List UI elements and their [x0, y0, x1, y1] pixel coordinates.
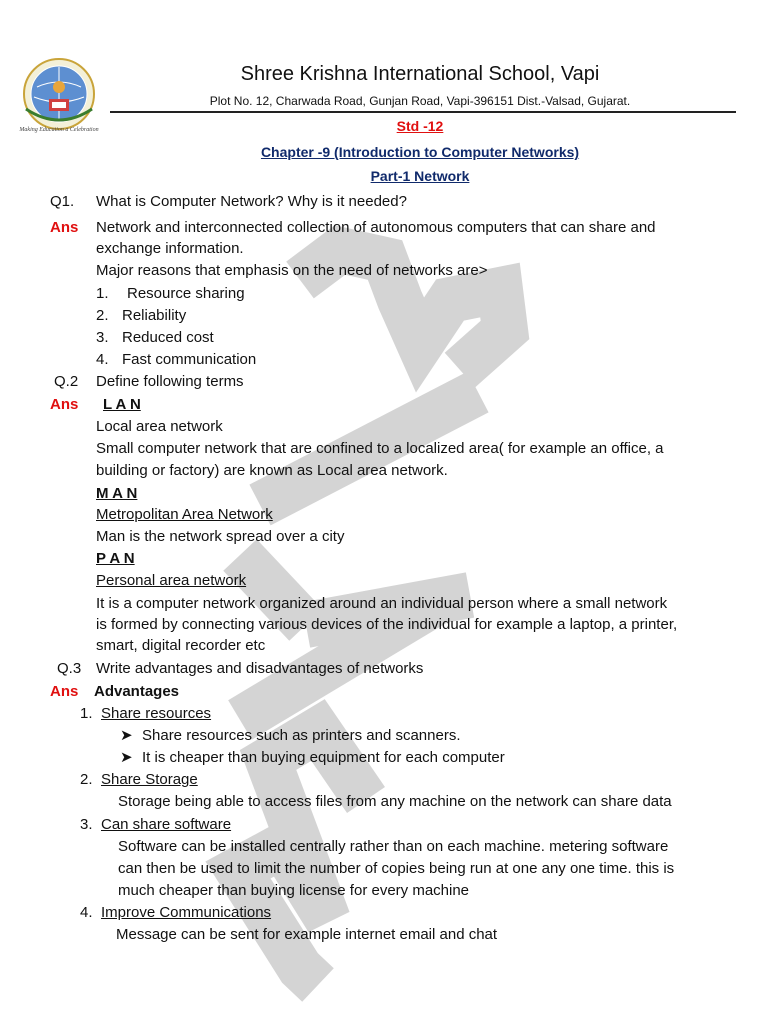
advantage-title: Share Storage — [101, 771, 198, 788]
bullet-arrow-icon: ➤ — [120, 727, 133, 744]
lan-definition-line: Small computer network that are confined to a localized area( for example an office, a — [96, 440, 664, 457]
bullet-text: Share resources such as printers and scanners. — [142, 727, 461, 744]
school-name: Shree Krishna International School, Vapi — [240, 63, 600, 85]
advantage-number: 1. — [80, 705, 93, 722]
q2-ans-label: Ans — [50, 396, 79, 413]
advantage-title: Share resources — [101, 705, 212, 722]
reason-text: Reliability — [122, 307, 187, 324]
reason-text: Reduced cost — [122, 329, 214, 346]
school-address: Plot No. 12, Charwada Road, Gunjan Road, Vapi-396151 Dist.-Valsad, Gujarat. — [209, 94, 631, 108]
q3-number: Q.3 — [57, 660, 82, 677]
reason-text: Resource sharing — [127, 285, 245, 302]
pan-title: P A N — [96, 550, 135, 567]
part-heading: Part-1 Network — [370, 168, 470, 184]
advantage-number: 3. — [80, 816, 93, 833]
lan-title: L A N — [103, 396, 141, 413]
advantage-text-line: much cheaper than buying license for every machine — [118, 882, 470, 899]
bullet-text: It is cheaper than buying equipment for each computer — [142, 749, 505, 766]
std-heading: Std -12 — [396, 118, 444, 134]
q1-answer-line: exchange information. — [96, 240, 244, 257]
reason-number: 2. — [96, 307, 109, 324]
lan-definition-line: building or factory) are known as Local area network. — [96, 462, 448, 479]
q1-question: What is Computer Network? Why is it needed? — [96, 193, 407, 210]
header-rule — [110, 111, 736, 113]
q2-number: Q.2 — [54, 373, 79, 390]
q1-number: Q1. — [50, 193, 75, 210]
q1-ans-label: Ans — [50, 219, 79, 236]
reason-number: 4. — [96, 351, 109, 368]
advantage-text-line: can then be used to limit the number of copies being run at one any one time. this is — [118, 860, 675, 877]
reason-text: Fast communication — [122, 351, 257, 368]
man-title: M A N — [96, 485, 138, 502]
advantage-number: 2. — [80, 771, 93, 788]
reason-number: 3. — [96, 329, 109, 346]
q3-ans-label: Ans — [50, 683, 79, 700]
pan-definition-line: It is a computer network organized around an individual person where a small network — [96, 595, 668, 612]
q1-answer-line: Major reasons that emphasis on the need of networks are> — [96, 262, 488, 279]
advantage-title: Can share software — [101, 816, 232, 833]
lan-subtitle: Local area network — [96, 418, 223, 435]
advantages-label: Advantages — [94, 683, 180, 700]
advantage-number: 4. — [80, 904, 93, 921]
advantage-text-line: Software can be installed centrally rather than on each machine. metering software — [118, 838, 669, 855]
reason-number: 1. — [96, 285, 109, 302]
pan-definition-line: is formed by connecting various devices of the individual for example a laptop, a printer, — [96, 616, 678, 633]
logo-caption: Making Education a Celebration — [19, 127, 99, 133]
bullet-arrow-icon: ➤ — [120, 749, 133, 766]
advantage-text: Message can be sent for example internet email and chat — [116, 926, 498, 943]
advantage-text: Storage being able to access files from any machine on the network can share data — [118, 793, 672, 810]
q1-answer-line: Network and interconnected collection of autonomous computers that can share and — [96, 219, 656, 236]
q3-question: Write advantages and disadvantages of networks — [96, 660, 424, 677]
man-definition: Man is the network spread over a city — [96, 528, 345, 545]
pan-subtitle: Personal area network — [96, 572, 247, 589]
chapter-heading: Chapter -9 (Introduction to Computer Networks) — [260, 144, 580, 160]
pan-definition-line: smart, digital recorder etc — [96, 637, 266, 654]
man-subtitle: Metropolitan Area Network — [96, 506, 273, 523]
advantage-title: Improve Communications — [101, 904, 272, 921]
q2-question: Define following terms — [96, 373, 244, 390]
